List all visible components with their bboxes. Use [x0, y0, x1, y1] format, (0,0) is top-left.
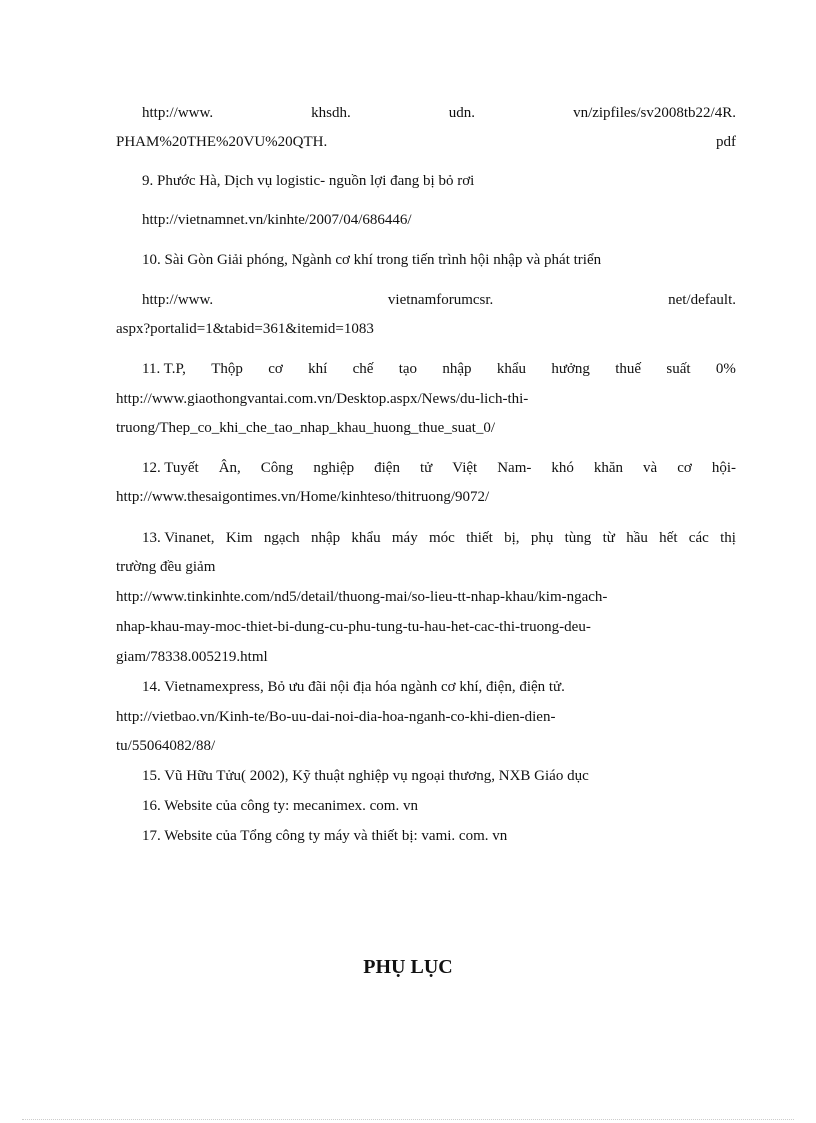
ref-text: Kim — [225, 530, 253, 546]
ref-text: cơ — [677, 460, 692, 476]
ref8-line2 — [116, 132, 736, 152]
ref-text: điện — [374, 460, 400, 476]
ref13-line3: http://www.tinkinhte.com/nd5/detail/thuong-mai/so-lieu-tt-nhap-khau/kim-ngach- — [116, 589, 608, 605]
ref-text: Việt — [452, 460, 478, 476]
ref-text: pdf — [716, 134, 736, 150]
ref-text: ngạch — [263, 530, 300, 546]
ref-text: http://www. — [142, 105, 214, 121]
ref13-line4: nhap-khau-may-moc-thiet-bi-dung-cu-phu-tung-tu-hau-het-cac-thi-truong-deu- — [116, 619, 591, 635]
ref-text: PHAM%20THE%20VU%20QTH. — [116, 134, 328, 150]
ref15: 15. Vũ Hữu Tửu( 2002), Kỹ thuật nghiệp vụ ngoại thương, NXB Giáo dục — [142, 768, 589, 784]
ref-text: phụ — [530, 530, 554, 546]
ref-text: bị, — [504, 530, 520, 546]
ref-text: hội- — [711, 460, 736, 476]
ref-text: khó — [551, 460, 574, 476]
ref9-title: 9. Phước Hà, Dịch vụ logistic- nguồn lợi đang bị bỏ rơi — [142, 173, 475, 189]
ref-text: khẩu — [351, 530, 381, 546]
ref-text: thị — [720, 530, 736, 546]
ref-text: vn/zipfiles/sv2008tb22/4R. — [573, 105, 736, 121]
ref-text: 0% — [715, 361, 736, 377]
ref-text: nghiệp — [313, 460, 355, 476]
ref-text: vietnamforumcsr. — [387, 292, 494, 308]
appendix-heading: PHỤ LỤC — [363, 956, 453, 978]
ref9-url: http://vietnamnet.vn/kinhte/2007/04/686446/ — [142, 212, 412, 228]
ref-text: khăn — [593, 460, 624, 476]
ref10-title: 10. Sài Gòn Giải phóng, Ngành cơ khí trong tiến trình hội nhập và phát triển — [142, 252, 602, 268]
ref13-line2: trường đều giảm — [116, 559, 216, 575]
ref14-title: 14. Vietnamexpress, Bỏ ưu đãi nội địa hóa ngành cơ khí, điện, điện tử. — [142, 679, 565, 695]
ref8-line1 — [142, 103, 736, 123]
ref10-line2: aspx?portalid=1&tabid=361&itemid=1083 — [116, 321, 374, 337]
ref-text: Thộp — [211, 361, 243, 377]
ref11-line1 — [142, 359, 736, 379]
ref-text: nhập — [310, 530, 341, 546]
ref17: 17. Website của Tổng công ty máy và thiết bị: vami. com. vn — [142, 828, 508, 844]
ref13-line5: giam/78338.005219.html — [116, 649, 268, 665]
ref-text: Ân, — [218, 460, 241, 476]
ref-text: khí — [308, 361, 328, 377]
ref-text: khẩu — [496, 361, 527, 377]
ref-text: hưởng — [551, 361, 590, 377]
ref-text: nhập — [442, 361, 472, 377]
ref-text: udn. — [448, 105, 476, 121]
ref-text: hết — [659, 530, 678, 546]
ref12-line1 — [142, 458, 736, 478]
ref-text: khsdh. — [311, 105, 351, 121]
ref-text: máy — [391, 530, 418, 546]
ref-text: Nam- — [497, 460, 532, 476]
ref-text: móc — [429, 530, 455, 546]
ref12-line2: http://www.thesaigontimes.vn/Home/kinhteso/thitruong/9072/ — [116, 489, 490, 505]
ref-text: 12. Tuyết — [142, 460, 199, 476]
ref14-line3: tu/55064082/88/ — [116, 738, 216, 754]
ref-text: thiết — [466, 530, 493, 546]
ref-text: net/default. — [668, 292, 736, 308]
page-bottom-rule — [22, 1119, 794, 1120]
ref-text: và — [643, 460, 658, 476]
ref-text: tạo — [398, 361, 418, 377]
ref-text: suất — [666, 361, 691, 377]
ref-text: thuế — [615, 361, 642, 377]
ref-text: cơ — [268, 361, 283, 377]
ref10-line1 — [142, 290, 736, 310]
ref11-line2: http://www.giaothongvantai.com.vn/Desktop.aspx/News/du-lich-thi- — [116, 391, 529, 407]
ref14-line2: http://vietbao.vn/Kinh-te/Bo-uu-dai-noi-dia-hoa-nganh-co-khi-dien-dien- — [116, 709, 556, 725]
ref-text: tùng — [564, 530, 592, 546]
ref-text: hầu — [626, 530, 648, 546]
ref16: 16. Website của công ty: mecanimex. com. vn — [142, 798, 418, 814]
ref13-line1 — [142, 528, 736, 548]
ref-text: 11. T.P, — [142, 361, 186, 377]
ref-text: chế — [352, 361, 374, 377]
ref-text: http://www. — [142, 292, 214, 308]
ref-text: Công — [260, 460, 294, 476]
ref-text: từ — [602, 530, 615, 546]
ref-text: các — [688, 530, 709, 546]
ref-text: 13. Vinanet, — [142, 530, 215, 546]
ref-text: tử — [419, 460, 433, 476]
ref11-line3: truong/Thep_co_khi_che_tao_nhap_khau_huong_thue_suat_0/ — [116, 420, 496, 436]
